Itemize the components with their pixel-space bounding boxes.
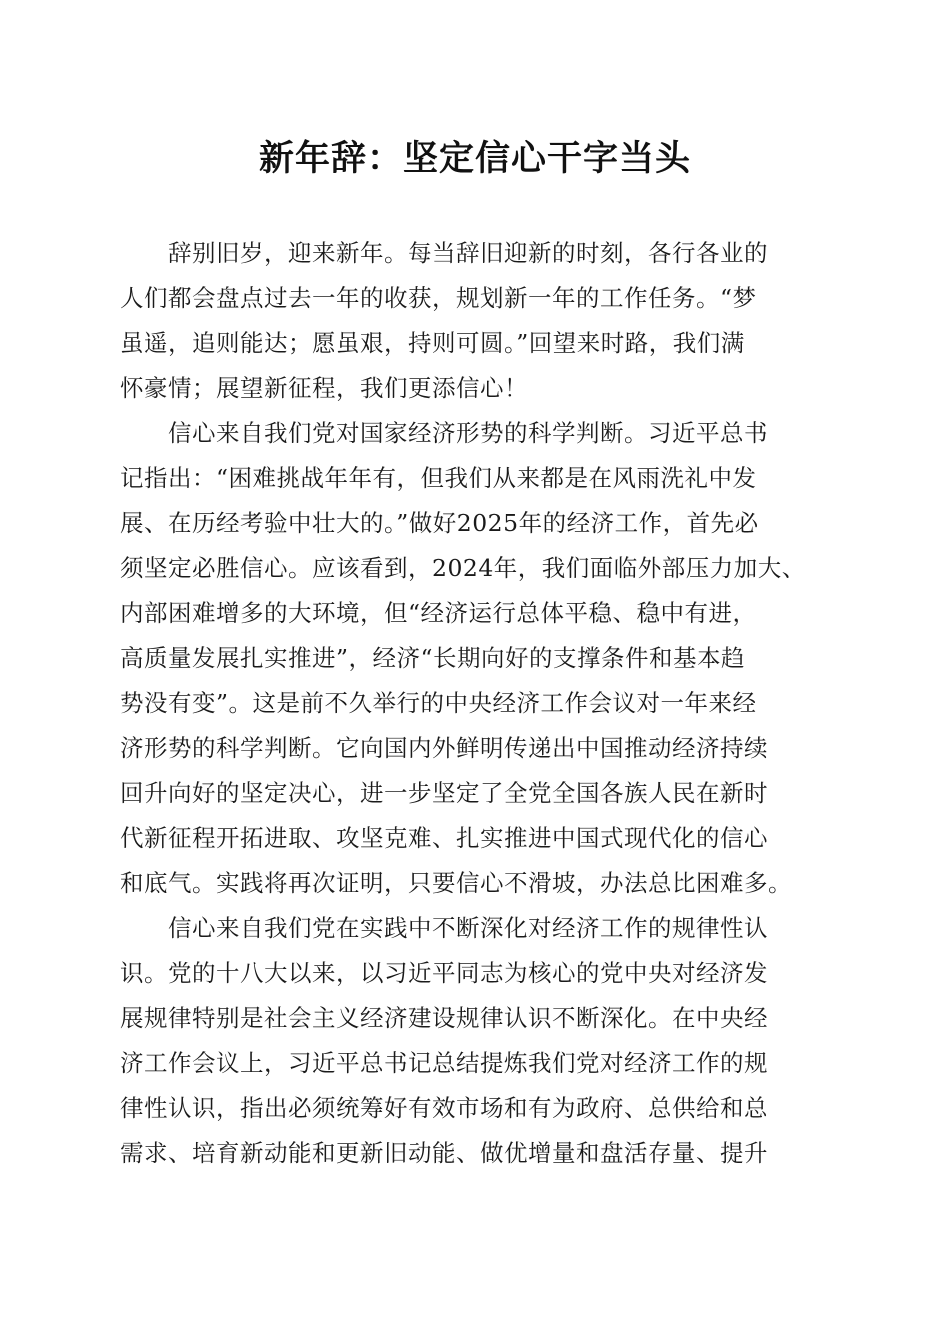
body-line: 济形势的科学判断。它向国内外鲜明传递出中国推动经济持续	[120, 734, 768, 762]
body-line: 律性认识，指出必须统筹好有效市场和有为政府、总供给和总	[120, 1094, 768, 1122]
body-line: 展规律特别是社会主义经济建设规律认识不断深化。在中央经	[120, 1004, 768, 1032]
document-title: 新年辞：坚定信心干字当头	[258, 138, 691, 179]
body-line: 虽遥，追则能达；愿虽艰，持则可圆。”回望来时路，我们满	[120, 329, 745, 357]
body-line: 识。党的十八大以来，以习近平同志为核心的党中央对经济发	[120, 959, 768, 987]
body-line: 记指出：“困难挑战年年有，但我们从来都是在风雨洗礼中发	[120, 464, 757, 492]
document-body	[120, 231, 826, 1176]
body-line: 内部困难增多的大环境，但“经济运行总体平稳、稳中有进，	[120, 599, 757, 627]
body-line: 回升向好的坚定决心，进一步坚定了全党全国各族人民在新时	[120, 779, 768, 807]
body-line: 高质量发展扎实推进”，经济“长期向好的支撑条件和基本趋	[120, 644, 746, 672]
body-line: 须坚定必胜信心。应该看到，2024年，我们面临外部压力加大、	[120, 554, 806, 582]
body-line: 怀豪情；展望新征程，我们更添信心！	[120, 374, 528, 402]
body-line: 代新征程开拓进取、攻坚克难、扎实推进中国式现代化的信心	[120, 824, 768, 852]
body-line: 势没有变”。这是前不久举行的中央经济工作会议对一年来经	[120, 689, 757, 717]
body-line: 信心来自我们党对国家经济形势的科学判断。习近平总书	[120, 419, 768, 447]
body-line: 济工作会议上，习近平总书记总结提炼我们党对经济工作的规	[120, 1049, 768, 1077]
body-line: 辞别旧岁，迎来新年。每当辞旧迎新的时刻，各行各业的	[120, 239, 768, 267]
body-line: 人们都会盘点过去一年的收获，规划新一年的工作任务。“梦	[120, 284, 757, 312]
body-line: 需求、培育新动能和更新旧动能、做优增量和盘活存量、提升	[120, 1139, 768, 1167]
body-line: 展、在历经考验中壮大的。”做好2025年的经济工作，首先必	[120, 509, 759, 537]
body-line: 和底气。实践将再次证明，只要信心不滑坡，办法总比困难多。	[120, 869, 792, 897]
body-line: 信心来自我们党在实践中不断深化对经济工作的规律性认	[120, 914, 768, 942]
